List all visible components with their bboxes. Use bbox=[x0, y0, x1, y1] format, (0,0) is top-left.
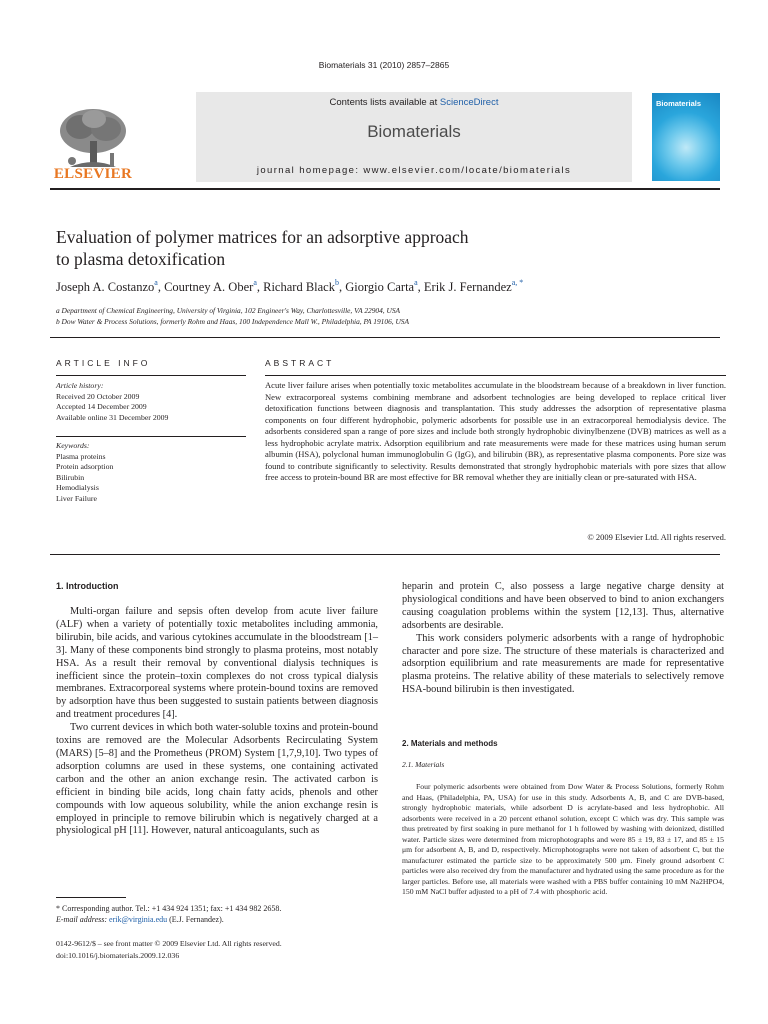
intro-paragraph-1: Multi-organ failure and sepsis often develop from acute liver failure (ALF) when a variety of potentially toxic metabolites including ammonia, bilirubin, bile acids, and various cytokines accumulate in the bloodstream [1–3]. Many of these components bind strongly to plasma proteins, most notably HSA. As a result their removal by conventional dialysis techniques is inefficient since the protein–toxin complexes do not cross typical dialysis membranes. Extracorporeal systems where protein-bound toxins are removed by adsorption have thus been suggested to sustain patients between diagnosis and treatment procedures [4]. bbox=[56, 606, 378, 721]
author-separator: , bbox=[256, 280, 264, 294]
available-date: Available online 31 December 2009 bbox=[56, 412, 169, 422]
affiliation-a: a Department of Chemical Engineering, University of Virginia, 102 Engineer's Way, Charlottesville, VA 22904, USA bbox=[56, 306, 401, 315]
contents-line bbox=[196, 97, 632, 108]
author-name: Courtney A. Ober bbox=[164, 280, 254, 294]
author-separator: , bbox=[157, 280, 165, 294]
author-list bbox=[56, 280, 716, 295]
author-name: Erik J. Fernandez bbox=[423, 280, 512, 294]
author-affiliation-mark[interactable]: a bbox=[154, 278, 158, 287]
abstract-bottom-rule bbox=[50, 554, 720, 555]
journal-homepage[interactable]: journal homepage: www.elsevier.com/locate/biomaterials bbox=[256, 165, 572, 176]
email-label: E-mail address: bbox=[56, 915, 110, 924]
footnote bbox=[56, 903, 378, 925]
keywords-label: Keywords: bbox=[56, 441, 90, 450]
article-info-heading: ARTICLE INFO bbox=[56, 358, 151, 368]
author-affiliation-mark[interactable]: b bbox=[334, 278, 339, 287]
email-suffix: (E.J. Fernandez). bbox=[167, 915, 224, 924]
section-rule bbox=[50, 337, 720, 338]
abstract-rule bbox=[265, 375, 726, 376]
sciencedirect-link[interactable]: ScienceDirect bbox=[439, 97, 499, 108]
copyright-notice: © 2009 Elsevier Ltd. All rights reserved. bbox=[587, 532, 726, 542]
author-affiliation-mark[interactable]: a bbox=[414, 278, 418, 287]
author-affiliation-mark[interactable]: a bbox=[253, 278, 257, 287]
article-title bbox=[56, 226, 696, 270]
email-link[interactable]: erik@virginia.edu bbox=[109, 915, 168, 924]
cover-title: Biomaterials bbox=[656, 99, 702, 108]
received-date: Received 20 October 2009 bbox=[56, 391, 140, 401]
keyword: Plasma proteins bbox=[56, 451, 106, 461]
accepted-date: Accepted 14 December 2009 bbox=[56, 402, 147, 412]
contents-prefix: Contents lists available at bbox=[329, 97, 440, 108]
materials-paragraph: Four polymeric adsorbents were obtained from Dow Water & Process Solutions, formerly Rohm and Haas, (Philadelphia, PA, USA) for use in this study. Adsorbents A, B, and C are DVB-based, strongly hydrophobic materials, while adsorbent D is acrylate-based and less hydrophobic. All adsorbents were received in a 20 percent ethanol solution, except C which was dry. This sample was thus pretreated by first soaking in pure methanol for 1 h followed by washing with deionized, distilled water. Particle sizes were determined from microphotographs and were 85 ± 19, 83 ± 17, and 85 ± 15 μm for adsorbent A, B, and D, respectively. Microphotographs were not taken of adsorbent C, but the manufacturer estimated the particle size to be approximately 500 μm. Finely ground adsorbent C particles were also received dry from the manufacturer and hydrated using the same procedure as for the larger particles. Before use, all materials were washed with a PBS buffer containing 10 mM Na2HPO4, 150 mM NaCl buffer adjusted to a pH of 7.4 with phosphoric acid. bbox=[402, 782, 724, 897]
corresponding-author: * Corresponding author. Tel.: +1 434 924 1351; fax: +1 434 982 2658. bbox=[56, 904, 282, 913]
doi-line: doi:10.1016/j.biomaterials.2009.12.036 bbox=[56, 950, 180, 960]
page-footer bbox=[56, 938, 378, 961]
introduction-heading: 1. Introduction bbox=[56, 581, 119, 591]
journal-cover-image bbox=[652, 93, 720, 181]
email-line bbox=[56, 914, 378, 925]
title-line-1: Evaluation of polymer matrices for an adsorptive approach bbox=[56, 227, 469, 247]
author-separator: , bbox=[417, 280, 424, 294]
publisher-wordmark: ELSEVIER bbox=[53, 166, 133, 182]
keyword: Hemodialysis bbox=[56, 483, 99, 493]
materials-subheading: 2.1. Materials bbox=[402, 760, 445, 769]
abstract-heading: ABSTRACT bbox=[265, 358, 335, 368]
footnote-rule bbox=[56, 897, 126, 898]
affiliation-b: b Dow Water & Process Solutions, formerly Rohm and Haas, 100 Independence Mall W., Philadelphia, PA 19106, USA bbox=[56, 317, 410, 326]
left-column bbox=[56, 606, 378, 838]
author-name: Joseph A. Costanzo bbox=[56, 280, 155, 294]
journal-banner bbox=[196, 92, 632, 182]
keyword: Liver Failure bbox=[56, 493, 97, 503]
keyword: Protein adsorption bbox=[56, 462, 114, 472]
intro-paragraph-2: Two current devices in which both water-soluble toxins and protein-bound toxins are removed are the Molecular Adsorbents Recirculating System (MARS) [5–8] and the Prometheus (PROM) System [1,7,9,10]. Two types of adsorption columns are used in these systems, one containing activated carbon and the other an anion exchange resin. The activated carbon is efficient in binding bile acids, long chain fatty acids, phenols and other compounds with low aqueous solubility, while the anion exchange resin is employed in principle to remove bilirubin which is negatively charged at a physiological pH [11]. However, natural anticoagulants, such as bbox=[56, 722, 378, 837]
intro-paragraph-4: This work considers polymeric adsorbents with a range of hydrophobic character and pore size. The structure of these materials is characterized and adsorption equilibrium and rate measurements are made for representative plasma proteins. The relative ability of these materials to selectively remove HSA-bound bilirubin is then investigated. bbox=[402, 632, 724, 696]
materials-text bbox=[402, 782, 724, 898]
keywords-block bbox=[56, 441, 246, 505]
title-line-2: to plasma detoxification bbox=[56, 249, 226, 269]
article-history bbox=[56, 381, 246, 423]
methods-heading: 2. Materials and methods bbox=[402, 739, 498, 748]
intro-paragraph-3: heparin and protein C, also possess a large negative charge density at physiological conditions and have been observed to bind to anion exchangers causing coagulation problems within the system [12,13]. Thus, alternative adsorbents are desirable. bbox=[402, 581, 724, 631]
article-info-rule bbox=[56, 375, 246, 376]
author-name: Giorgio Carta bbox=[345, 280, 415, 294]
issn-line: 0142-9612/$ – see front matter © 2009 Elsevier Ltd. All rights reserved. bbox=[56, 939, 282, 948]
keywords-rule bbox=[56, 436, 246, 437]
keyword: Bilirubin bbox=[56, 472, 85, 482]
journal-name: Biomaterials bbox=[367, 122, 461, 141]
history-label: Article history: bbox=[56, 381, 104, 390]
header-rule bbox=[50, 188, 720, 190]
author-affiliation-mark[interactable]: a, * bbox=[511, 278, 524, 287]
journal-citation: Biomaterials 31 (2010) 2857–2865 bbox=[318, 60, 450, 70]
author-name: Richard Black bbox=[263, 280, 335, 294]
author-separator: , bbox=[338, 280, 346, 294]
right-column bbox=[402, 581, 724, 697]
abstract-text: Acute liver failure arises when potentially toxic metabolites accumulate in the bloodstream because of a breakdown in liver function. New extracorporeal systems combining membrane and adsorbent technologies are being developed to replace critical liver detoxification functions between diagnosis and transplantation. This study addresses the adsorption of representative plasma components on four different hydrophobic, polymeric adsorbents for possible use in an extracorporeal hemodialysis device. The adsorbents considered span a range of pore sizes and include both strongly hydrophobic divinylbenzene (DVB) matrices as well as a less hydrophobic acrylate matrix. Adsorption equilibrium and rate measurements were made for these matrices using human serum albumin (HSA), polyclonal human immunoglobulin G (IgG), and bilirubin (BR), as representative plasma components. Pore size was found to contribute significantly to selectivity. Results demonstrated that strongly hydrophobic materials with pore sizes that allow free access to protein-bound BR are most effective for BR removal whether they are initially clean or pre-saturated with HSA. bbox=[265, 380, 726, 483]
